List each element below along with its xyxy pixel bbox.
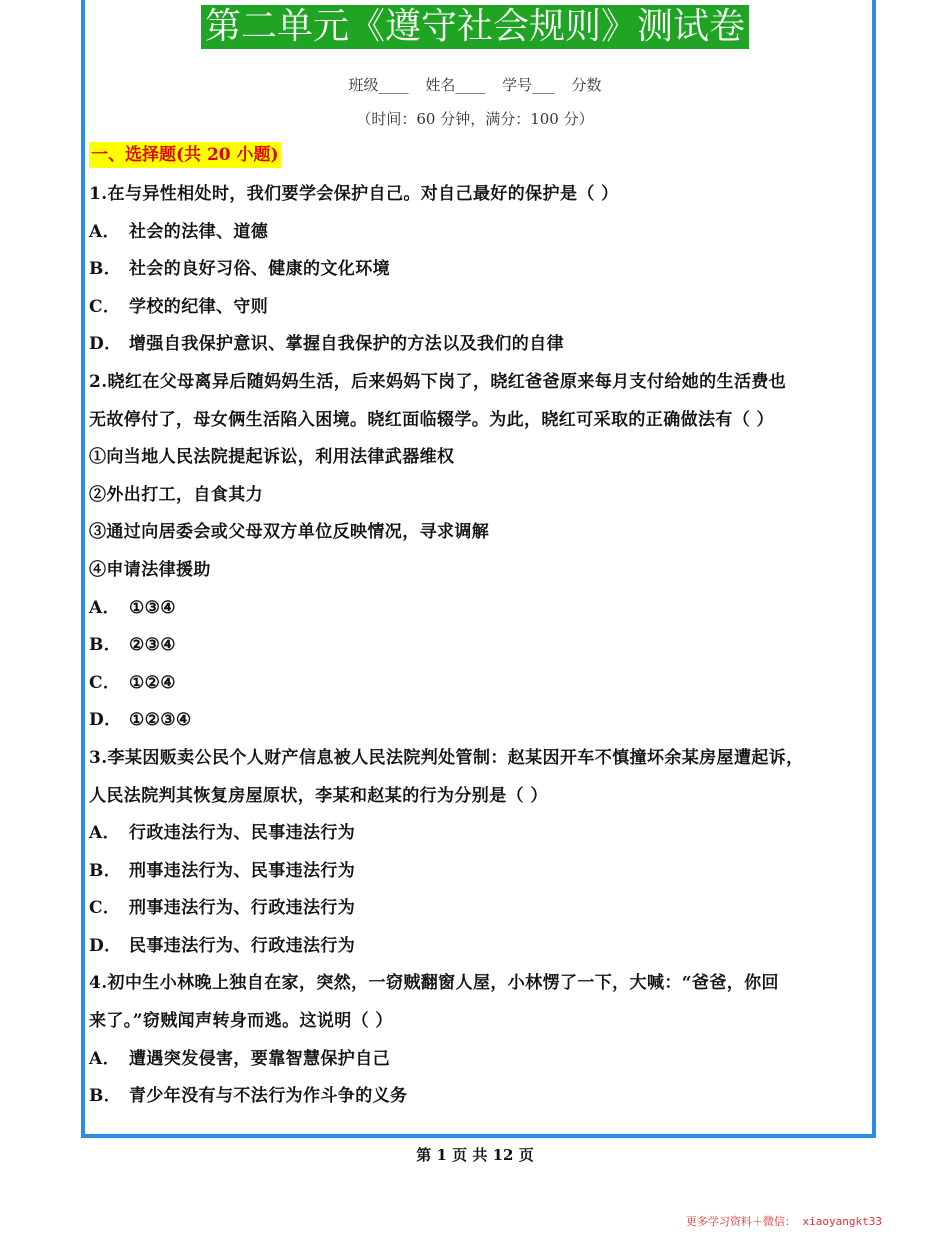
option-text: ①③④: [129, 597, 176, 618]
score-label: 分数: [571, 76, 602, 94]
option-letter: B．: [89, 1086, 122, 1107]
option-text: 社会的法律、道德: [129, 221, 269, 242]
answer-option: [89, 853, 871, 891]
answer-option: [89, 590, 871, 628]
answer-option: [89, 702, 871, 740]
option-letter: B．: [89, 635, 122, 656]
question-text-line: ④申请法律援助: [89, 559, 211, 580]
option-text: 民事违法行为、行政违法行为: [129, 935, 356, 956]
name-label: 姓名____: [425, 76, 486, 94]
answer-option: [89, 251, 871, 289]
option-letter: C．: [89, 672, 121, 693]
question-content: [89, 142, 871, 1116]
option-text: 行政违法行为、民事违法行为: [129, 823, 356, 844]
answer-option: [89, 890, 871, 928]
option-text: 青少年没有与不法行为作斗争的义务: [129, 1086, 408, 1107]
question-text-line: 无故停付了，母女俩生活陷入困境。晓红面临辍学。为此，晓红可采取的正确做法有（ ）: [89, 409, 774, 430]
page-number: 第 1 页 共 12 页: [416, 1146, 534, 1164]
option-text: 刑事违法行为、民事违法行为: [129, 860, 356, 881]
option-text: 增强自我保护意识、掌握自我保护的方法以及我们的自律: [129, 334, 564, 355]
option-letter: B．: [89, 259, 122, 280]
option-letter: A．: [89, 221, 120, 242]
answer-option: [89, 289, 871, 327]
question-text-line: ③通过向居委会或父母双方单位反映情况，寻求调解: [89, 522, 490, 543]
question-text-line: 来了。”窃贼闻声转身而逃。这说明（ ）: [89, 1011, 393, 1032]
answer-option: [89, 214, 871, 252]
option-letter: A．: [89, 823, 120, 844]
question-text-line: 1.在与异性相处时，我们要学会保护自己。对自己最好的保护是（ ）: [89, 184, 619, 204]
answer-option: [89, 665, 871, 703]
option-text: 社会的良好习俗、健康的文化环境: [129, 259, 390, 280]
student-info-line: [0, 74, 950, 95]
answer-option: [89, 815, 871, 853]
option-letter: C．: [89, 898, 121, 919]
option-letter: D．: [89, 710, 122, 731]
answer-option: [89, 1078, 871, 1116]
option-text: 刑事违法行为、行政违法行为: [129, 898, 356, 919]
watermark: 更多学习资料＋微信： xiaoyangkt33: [685, 1215, 882, 1228]
question-text-line: 3.李某因贩卖公民个人财产信息被人民法院判处管制：赵某因开车不慎撞坏余某房屋遭起诉，: [89, 747, 804, 768]
option-letter: D．: [89, 935, 122, 956]
option-text: 遭遇突发侵害，要靠智慧保护自己: [129, 1048, 390, 1069]
option-text: ①②③④: [129, 710, 192, 731]
option-letter: A．: [89, 1048, 120, 1069]
option-letter: A．: [89, 597, 120, 618]
question-text-line: 人民法院判其恢复房屋原状，李某和赵某的行为分别是（ ）: [89, 785, 548, 806]
answer-option: [89, 326, 871, 364]
option-letter: B．: [89, 860, 122, 881]
class-label: 班级____: [348, 76, 409, 94]
question-text-line: 2.晓红在父母离异后随妈妈生活，后来妈妈下岗了，晓红爸爸原来每月支付给她的生活费也: [89, 371, 787, 392]
option-text: ②③④: [129, 635, 176, 656]
page-title: 第二单元《遵守社会规则》测试卷: [201, 5, 749, 49]
time-note: （时间：60 分钟，满分：100 分）: [356, 110, 594, 128]
option-text: ①②④: [129, 672, 176, 693]
title-wrap: [0, 5, 950, 49]
answer-option: [89, 928, 871, 966]
answer-option: [89, 1041, 871, 1079]
option-text: 学校的纪律、守则: [129, 296, 269, 317]
student-id-label: 学号___: [502, 76, 555, 94]
answer-option: [89, 627, 871, 665]
section-heading: 一、选择题(共 20 小题): [89, 142, 281, 168]
question-lines: [89, 176, 871, 1116]
question-text-line: ②外出打工，自食其力: [89, 484, 263, 505]
section-heading-wrap: [89, 142, 871, 176]
option-letter: D．: [89, 334, 122, 355]
question-text-line: 4.初中生小林晚上独自在家，突然，一窃贼翻窗人屋，小林愣了一下，大喊：“爸爸，你回: [89, 973, 779, 994]
option-letter: C．: [89, 296, 121, 317]
question-text-line: ①向当地人民法院提起诉讼，利用法律武器维权: [89, 447, 455, 468]
